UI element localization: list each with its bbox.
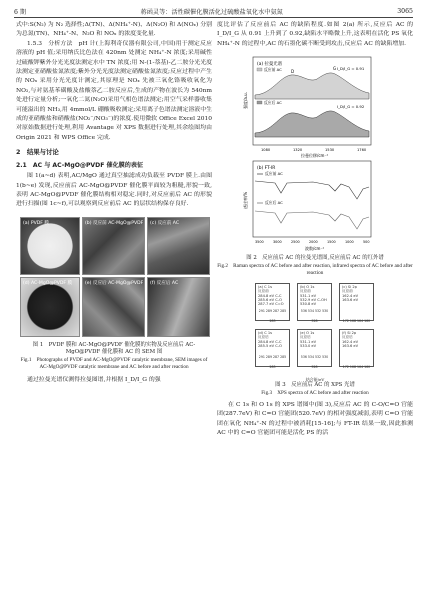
xps-panel-label: (f) Si 2p 反应后 162.4 eV 163.6 eV xyxy=(342,331,359,348)
xps-panel-o1s-before xyxy=(297,283,332,321)
paragraph-raman-intro: 通过拉曼光谱仪测得拉曼图谱,并根据 I_D/I_G 的强 xyxy=(27,377,161,384)
ftir-xtick: 2500 xyxy=(291,240,300,245)
left-column xyxy=(16,21,212,386)
xps-panel-label: (c) Si 2p 反应前 162.4 eV 163.6 eV xyxy=(342,285,359,302)
ftir-curve-before xyxy=(255,181,369,199)
sem-after-ac xyxy=(147,277,210,337)
figure-3-caption-en: Fig.3 XPS spectra of AC before and after reaction xyxy=(261,389,369,396)
xps-panel-label: (b) O 1s 反应前 531.1 eV 532.9 eV C-OH 530.8 eV xyxy=(300,285,327,307)
photo-label: (e) 反应后 AC-MgO@PVDF xyxy=(85,280,144,286)
xps-panel-ticks: 291 289 287 285 283 xyxy=(258,309,287,323)
paragraph-xps-result: 在 C 1s 和 O 1s 的 XPS 谱图中(图 3),反应后 AC 的 C-O/C=O 官能团(287.7eV) 和 C=O 官能团(520.7eV) 的相对强度减弱,表明 C=O 官能团在氧化 NH₄⁺-N 的过程中被消耗[15-16];与 FT-IR 结果一致,因此推测 AC 中的 C=O 官能团可能是活化 PS 的活 xyxy=(217,402,413,437)
xps-panel-ticks: 291 289 287 285 283 xyxy=(258,355,287,369)
ftir-xtick: 500 xyxy=(363,240,370,245)
raman-xtick: 1320 xyxy=(293,148,303,153)
paragraph-methods: 1.5.3 分析方法 pH 计(上海利奇仪器有限公司,中国)用于测定反应溶液的 pH 值;采用纳氏比色法在 420nm 处测定 NH₄⁺-N 浓度;采用碱性过硫酸钾紫外分光光度法测定水中 TN 浓度;用 N-(1-萘基)-乙二胺分光光度法测定亚硝酸盐氮浓度;紫外分光光度法测定硝酸盐氮浓度;反应过程中产生的 NOₓ 采用分光光度计测定,其原理是 NOₓ 先被三氧化铬吸收氧化为 NO₂,与对氨基苯磺酸及盐酸萘乙二胺反应后,生成的产物在波长为 540nm 处进行定量分析;一氧化二氮(N₂O)采用气相色谱法测定;用空气采样器收集可能溢出的 NH₃,用 4mmol/L 硼酸吸收测定;采用离子色谱法测定溶液中生成的亚硝酸盐和硝酸盐(NO₂⁻/NO₃⁻)的浓度.使用微软 Office Excel 2010 对原始数据进行处理,利用 Avantage 对 XPS 数据进行处理,其余绘图均由 Origin 2021 和 WPS Office 完成. xyxy=(16,40,212,141)
subsection-heading: 2.1 AC 与 AC-MgO@PVDF 催化膜的表征 xyxy=(16,161,144,169)
xps-panel-ticks: 536 534 532 530 528 xyxy=(300,355,329,369)
figure-2-caption-en: Fig.2 Raman spectra of AC before and after reaction, infrared spectra of AC before and after reaction xyxy=(217,262,413,277)
photo-label: (f) 反应后 AC xyxy=(150,280,179,286)
section-heading: 2 结果与讨论 xyxy=(16,148,59,157)
running-header xyxy=(14,5,413,18)
ftir-xtick: 2000 xyxy=(309,240,318,245)
running-title: 蒋函灵等：活性碳催化膜活化过硫酸盐氧化水中氨氮 xyxy=(140,8,283,16)
sem-before-ac xyxy=(147,217,210,275)
xps-panel-si2p-before xyxy=(339,283,374,321)
figure-1-caption-en: Fig.1 Photographs of PVDF and AC-MgO@PVDF catalytic membrane, SEM images of AC-MgO@PVDF catalytic membrane and AC before and after reaction xyxy=(20,356,208,371)
ftir-xtick: 1000 xyxy=(345,240,354,245)
raman-panel-label: (a) 拉曼光谱 xyxy=(257,62,283,68)
xps-panel-c1s-before xyxy=(255,283,290,321)
ftir-panel-label: (b) FT-IR xyxy=(257,166,276,172)
figure-2 xyxy=(217,53,413,253)
photo-label: (b) 反应前 AC-MgO@PVDF xyxy=(85,220,144,226)
xps-panel-ticks: 172 168 164 160 xyxy=(342,364,371,369)
ftir-xtick: 1500 xyxy=(327,240,336,245)
ftir-xtick: 3500 xyxy=(255,240,264,245)
paragraph-characterization: 图 1(a~d) 表明,AC/MgO 通过真空抽滤成功负载至 PVDF 膜上.由图 1(b~e) 发现,反应前后 AC-MgO@PVDF 催化膜平面较为粗糙,形貌一致,表明 AC-MgO@PVDF 催化膜结构相对稳定.同时,对反应前后 AC 的形貌进行扫描(图 1c~f),可以观察到反应前后 AC 的层状结构保存良好. xyxy=(16,173,212,208)
ftir-legend-after: 反应后 AC xyxy=(265,200,283,206)
photo-label: (d) AC-MgO@PVDF 膜 xyxy=(23,280,73,286)
raman-ftir-figure xyxy=(217,53,413,253)
xps-panel-ticks: 172 168 164 160 xyxy=(342,318,371,323)
raman-ratio-before: I_D/I_G = 0.91 xyxy=(337,66,365,72)
raman-xtick: 1080 xyxy=(261,148,271,153)
figure-2-caption-cn: 图 2 反应前后 AC 的拉曼光谱图,反应前后 AC 的红外谱 xyxy=(246,255,384,262)
xps-panel-c1s-after xyxy=(255,329,290,367)
raman-curve-before xyxy=(255,73,369,99)
raman-ylabel: 强度/a.u. xyxy=(243,92,248,110)
raman-g-label: G xyxy=(333,66,337,72)
photo-ac-mgo-membrane xyxy=(20,277,80,337)
raman-legend-before: 反应前 AC xyxy=(264,67,282,73)
photo-label: (a) PVDF 膜 xyxy=(23,220,50,226)
xps-panel-si2p-after xyxy=(339,329,374,367)
sem-after-membrane xyxy=(82,277,145,337)
raman-xtick: 1760 xyxy=(357,148,367,153)
page-number: 3065 xyxy=(397,7,413,15)
photo-pvdf-membrane xyxy=(20,217,80,275)
xps-panel-o1s-after xyxy=(297,329,332,367)
figure-3 xyxy=(217,283,413,377)
raman-d-label: D xyxy=(291,69,295,75)
figure-1 xyxy=(16,215,212,339)
ftir-ylabel: 透过率/% xyxy=(243,192,248,210)
xps-panel-label: (d) C 1s 反应后 284.8 eV C-C 285.5 eV C-O xyxy=(258,331,282,348)
page-issue: 6 期 xyxy=(14,8,27,16)
ftir-curve-after xyxy=(255,211,369,229)
raman-xlabel: 拉曼位移/cm⁻¹ xyxy=(301,153,329,159)
figure-1-caption-cn: 图 1 PVDF 膜和 AC-MgO@PVDF 催化膜的实物及反应前后 AC-MgO@PVDF 催化膜和 AC 的 SEM 图 xyxy=(32,341,196,356)
figure-3-caption-cn: 图 3 反应前后 AC 的 XPS 光谱 xyxy=(275,382,355,389)
right-column xyxy=(217,21,413,439)
raman-curve-after xyxy=(255,111,369,137)
paragraph-raman-result: 度比评估了反应前后 AC 的缺陷程度.如图 2(a) 所示,反应后 AC 的 I_D/I_G 从 0.91 上升到了 0.92,缺陷水平略微上升,这表明在活化 PS 氧化 NH₄⁺-N 的过程中,AC 的石墨化碳不断受到攻击,反应后 AC 的缺陷增加. xyxy=(217,22,413,47)
raman-legend-after-swatch xyxy=(257,101,262,104)
raman-xtick: 1530 xyxy=(325,148,335,153)
raman-ratio-after: I_D/I_G = 0.92 xyxy=(337,104,365,110)
xps-panel-label: (e) O 1s 反应后 531.1 eV 533.0 eV xyxy=(300,331,317,348)
paragraph-formula-note: 式中:S(N₂) 为 N₂ 选择性;Δ(TN)、Δ(NH₄⁺-N)、Δ(N₂O) 和 Δ(NOₓ) 分别为总氮(TN)、NH₄⁺-N、N₂O 和 NOₓ 的浓度变化量. xyxy=(16,22,212,38)
photo-label: (c) 反应前 AC xyxy=(150,220,180,226)
ftir-xtick: 3000 xyxy=(273,240,282,245)
ftir-xlabel: 波数/cm⁻¹ xyxy=(305,246,325,252)
xps-panel-label: (a) C 1s 反应前 284.8 eV C-C 285.6 eV C-O 287.7 eV C=O xyxy=(258,285,284,307)
xps-xlabel: 结合能/eV xyxy=(305,377,325,383)
ftir-legend-before: 反应前 AC xyxy=(265,171,283,177)
sem-before-membrane xyxy=(82,217,145,275)
raman-legend-before-swatch xyxy=(257,68,262,71)
raman-legend-after: 反应后 AC xyxy=(264,100,282,106)
xps-panel-ticks: 536 534 532 530 528 xyxy=(300,309,329,323)
